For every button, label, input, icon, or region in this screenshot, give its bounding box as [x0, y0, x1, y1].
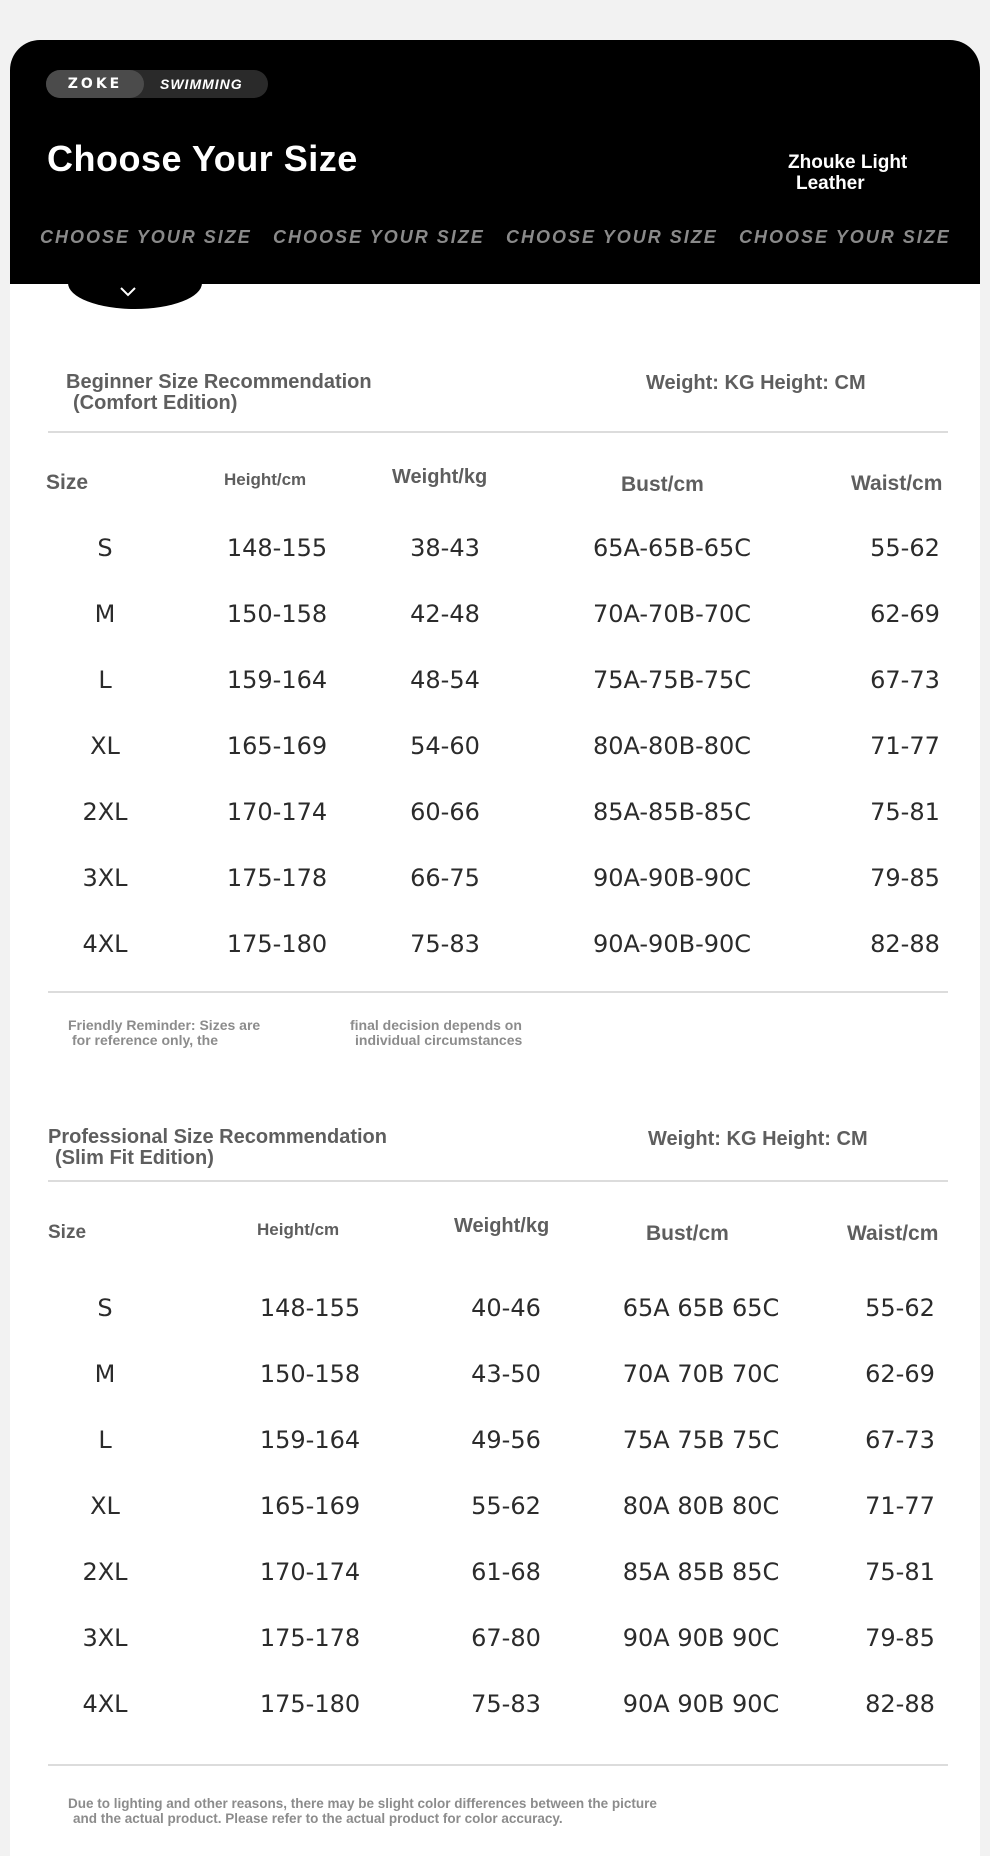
cell-height: 165-169: [259, 1492, 361, 1520]
cell-height: 175-178: [226, 864, 328, 892]
cell-bust: 90A 90B 90C: [622, 1624, 780, 1652]
marquee-text: CHOOSE YOUR SIZE: [739, 227, 951, 247]
brand-subtitle: SWIMMING: [160, 76, 243, 92]
product-name-line1: Zhouke Light: [788, 152, 908, 173]
divider: [48, 1180, 948, 1182]
cell-weight: 48-54: [410, 666, 480, 694]
cell-height: 148-155: [226, 534, 328, 562]
header-banner: [10, 40, 980, 284]
cell-waist: 62-69: [865, 1360, 935, 1388]
cell-height: 175-180: [226, 930, 328, 958]
cell-height: 165-169: [226, 732, 328, 760]
cell-size: 4XL: [82, 930, 128, 958]
marquee-text: CHOOSE YOUR SIZE: [506, 227, 718, 247]
cell-size: 2XL: [82, 1558, 128, 1586]
cell-bust: 65A 65B 65C: [622, 1294, 780, 1322]
cell-bust: 85A-85B-85C: [592, 798, 752, 826]
cell-size: S: [97, 1294, 113, 1322]
col-header-size: Size: [46, 471, 89, 494]
marquee-text: CHOOSE YOUR SIZE: [273, 227, 485, 247]
cell-waist: 82-88: [865, 1690, 935, 1718]
color-disclaimer: Due to lighting and other reasons, there may be slight color differences between the picture and the actual product. Please refer to the actual product for color accuracy.: [68, 1796, 657, 1826]
cell-height: 159-164: [259, 1426, 361, 1454]
professional-units: Weight: KG Height: CM: [648, 1128, 868, 1150]
cell-weight: 75-83: [410, 930, 480, 958]
col-header-bust: Bust/cm: [646, 1222, 729, 1245]
cell-bust: 85A 85B 85C: [622, 1558, 780, 1586]
col-header-bust: Bust/cm: [621, 473, 704, 496]
cell-weight: 54-60: [410, 732, 480, 760]
cell-weight: 75-83: [471, 1690, 541, 1718]
marquee-text: CHOOSE YOUR SIZE: [40, 227, 252, 247]
cell-waist: 71-77: [870, 732, 940, 760]
cell-height: 150-158: [259, 1360, 361, 1388]
cell-bust: 70A-70B-70C: [592, 600, 752, 628]
cell-waist: 62-69: [870, 600, 940, 628]
divider: [48, 431, 948, 433]
col-header-size: Size: [48, 1222, 87, 1243]
cell-bust: 80A 80B 80C: [622, 1492, 780, 1520]
cell-height: 159-164: [226, 666, 328, 694]
beginner-section-title: Beginner Size Recommendation (Comfort Edition): [66, 371, 372, 414]
cell-bust: 90A-90B-90C: [592, 864, 752, 892]
professional-section-title: Professional Size Recommendation (Slim Fit Edition): [48, 1126, 387, 1169]
cell-size: 3XL: [82, 864, 128, 892]
cell-size: M: [94, 1360, 116, 1388]
product-name-line2: Leather: [796, 173, 865, 194]
col-header-height: Height/cm: [257, 1220, 340, 1239]
cell-height: 175-178: [259, 1624, 361, 1652]
cell-size: XL: [90, 1492, 120, 1520]
divider: [48, 1764, 948, 1766]
cell-bust: 75A 75B 75C: [622, 1426, 780, 1454]
cell-weight: 55-62: [471, 1492, 541, 1520]
cell-size: XL: [90, 732, 120, 760]
cell-weight: 61-68: [471, 1558, 541, 1586]
cell-waist: 79-85: [870, 864, 940, 892]
cell-size: S: [97, 534, 113, 562]
cell-waist: 67-73: [865, 1426, 935, 1454]
reminder-note-part2: final decision depends on individual circumstances: [350, 1017, 523, 1048]
cell-height: 150-158: [226, 600, 328, 628]
cell-bust: 90A-90B-90C: [592, 930, 752, 958]
brand-logo: ZOKE: [46, 70, 144, 98]
cell-size: 3XL: [82, 1624, 128, 1652]
cell-weight: 43-50: [471, 1360, 541, 1388]
col-header-waist: Waist/cm: [851, 472, 943, 495]
cell-size: 2XL: [82, 798, 128, 826]
cell-weight: 66-75: [410, 864, 480, 892]
cell-height: 170-174: [259, 1558, 361, 1586]
cell-size: 4XL: [82, 1690, 128, 1718]
cell-height: 148-155: [259, 1294, 361, 1322]
cell-height: 175-180: [259, 1690, 361, 1718]
cell-weight: 60-66: [410, 798, 480, 826]
cell-bust: 65A-65B-65C: [592, 534, 752, 562]
cell-waist: 82-88: [870, 930, 940, 958]
cell-weight: 67-80: [471, 1624, 541, 1652]
cell-weight: 42-48: [410, 600, 480, 628]
product-name: [788, 152, 948, 194]
col-header-weight: Weight/kg: [454, 1215, 550, 1237]
beginner-units: Weight: KG Height: CM: [646, 372, 866, 394]
cell-waist: 67-73: [870, 666, 940, 694]
col-header-waist: Waist/cm: [847, 1222, 939, 1245]
cell-weight: 38-43: [410, 534, 480, 562]
cell-bust: 70A 70B 70C: [622, 1360, 780, 1388]
cell-waist: 55-62: [870, 534, 940, 562]
cell-weight: 40-46: [471, 1294, 541, 1322]
cell-waist: 75-81: [865, 1558, 935, 1586]
size-chart-card: [10, 40, 980, 1856]
col-header-height: Height/cm: [224, 470, 307, 489]
cell-height: 170-174: [226, 798, 328, 826]
page-title: Choose Your Size: [47, 138, 358, 179]
col-header-weight: Weight/kg: [392, 466, 488, 488]
cell-size: L: [98, 666, 112, 694]
cell-waist: 55-62: [865, 1294, 935, 1322]
chevron-down-icon: [118, 282, 138, 302]
cell-waist: 79-85: [865, 1624, 935, 1652]
cell-bust: 90A 90B 90C: [622, 1690, 780, 1718]
reminder-note-part1: Friendly Reminder: Sizes are for reference only, the: [68, 1017, 261, 1048]
brand-pill: [46, 70, 268, 98]
cell-bust: 75A-75B-75C: [592, 666, 752, 694]
cell-waist: 75-81: [870, 798, 940, 826]
cell-waist: 71-77: [865, 1492, 935, 1520]
cell-bust: 80A-80B-80C: [592, 732, 752, 760]
cell-weight: 49-56: [471, 1426, 541, 1454]
divider: [48, 991, 948, 993]
cell-size: L: [98, 1426, 112, 1454]
cell-size: M: [94, 600, 116, 628]
